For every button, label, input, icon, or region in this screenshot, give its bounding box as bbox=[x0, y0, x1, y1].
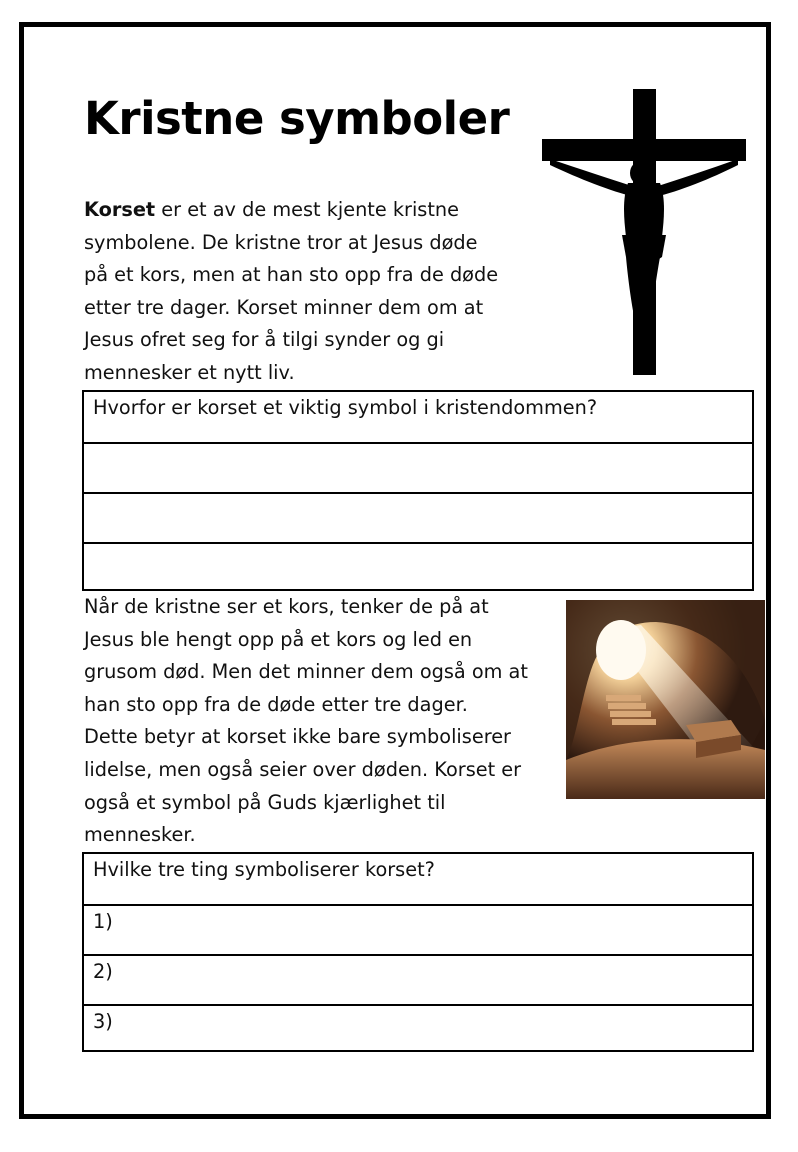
bold-term: Korset bbox=[84, 198, 156, 221]
paragraph-line bbox=[84, 194, 498, 227]
paragraph-line: på et kors, men at han sto opp fra de døde bbox=[84, 263, 499, 287]
paragraph-line: symbolene. De kristne tror at Jesus døde bbox=[84, 230, 478, 254]
question-box-1 bbox=[82, 390, 754, 591]
paragraph-line: han sto opp fra de døde etter tre dager. bbox=[84, 692, 468, 716]
question-prompt: Hvorfor er korset et viktig symbol i kristendommen? bbox=[93, 396, 598, 419]
paragraph-line: Jesus ofret seg for å tilgi synder og gi bbox=[84, 328, 445, 352]
page-title: Kristne symboler bbox=[84, 92, 510, 145]
paragraph-line: Jesus ble hengt opp på et kors og led en bbox=[84, 627, 473, 651]
answer-line-3[interactable]: 3) bbox=[84, 1004, 752, 1050]
line-rest: er et av de mest kjente kristne bbox=[155, 198, 459, 221]
question-prompt: Hvilke tre ting symboliserer korset? bbox=[93, 858, 435, 881]
answer-line[interactable] bbox=[84, 492, 752, 542]
answer-line-1[interactable]: 1) bbox=[84, 904, 752, 954]
question-box-2 bbox=[82, 852, 754, 1052]
crucifix-image bbox=[540, 89, 748, 375]
paragraph-line: også et symbol på Guds kjærlighet til bbox=[84, 790, 446, 814]
paragraph-meaning bbox=[84, 591, 528, 852]
paragraph-line: grusom død. Men det minner dem også om at bbox=[84, 660, 528, 684]
paragraph-line: mennesker. bbox=[84, 823, 196, 847]
paragraph-line: Dette betyr at korset ikke bare symboliserer bbox=[84, 725, 511, 749]
paragraph-korset bbox=[84, 194, 498, 390]
paragraph-line: etter tre dager. Korset minner dem om at bbox=[84, 295, 484, 319]
empty-tomb-image bbox=[566, 600, 765, 799]
paragraph-line: lidelse, men også seier over døden. Korset er bbox=[84, 757, 522, 781]
answer-line[interactable] bbox=[84, 542, 752, 588]
answer-line[interactable] bbox=[84, 442, 752, 492]
paragraph-line: Når de kristne ser et kors, tenker de på at bbox=[84, 595, 489, 618]
answer-line-2[interactable]: 2) bbox=[84, 954, 752, 1004]
paragraph-line: mennesker et nytt liv. bbox=[84, 360, 295, 384]
